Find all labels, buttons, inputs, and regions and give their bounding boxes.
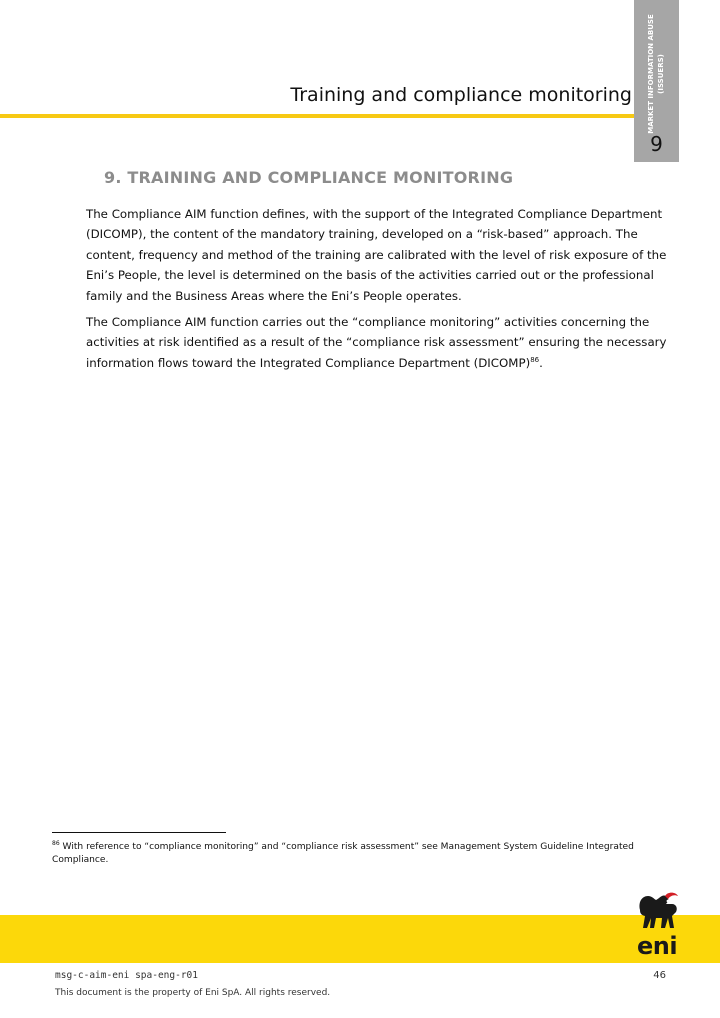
page-header-title: Training and compliance monitoring <box>290 84 632 106</box>
six-legged-dog-icon <box>632 890 682 934</box>
paragraph-1: The Compliance AIM function defines, with the support of the Integrated Compliance Department (DICOMP), the content of the mandatory training, developed on a “risk-based” approach. The content, frequency and method of the training are calibrated with the level of risk exposure of the Eni’s People, the level is determined on the basis of the activities carried out or the professional family and the Business Areas where the Eni’s People operates. <box>86 207 667 303</box>
logo-wordmark: eni <box>636 932 678 960</box>
paragraph-2 <box>86 312 678 373</box>
paragraph-2-text: The Compliance AIM function carries out the “compliance monitoring” activities concerning the activities at risk identified as a result of the “compliance risk assessment” ensuring the necessary information flows toward the Integrated Compliance Department (DICOMP) <box>86 315 667 370</box>
side-tab-label-line1: MARKET INFORMATION ABUSE <box>647 14 655 134</box>
header-rule <box>0 114 634 118</box>
footer-band <box>0 915 720 963</box>
side-tab-label-line2: (ISSUERS) <box>657 54 665 94</box>
footnote <box>52 841 674 867</box>
section-body <box>86 204 678 379</box>
footnote-reference[interactable]: 86 <box>530 355 540 364</box>
eni-logo <box>628 890 686 962</box>
page-number: 46 <box>653 970 666 981</box>
paragraph-2-end: . <box>539 355 543 370</box>
footnote-text: With reference to “compliance monitoring” and “compliance risk assessment” see Management System Guideline Integrated Compliance. <box>52 842 634 865</box>
chapter-number: 9 <box>650 132 663 156</box>
footnote-divider <box>52 832 226 833</box>
side-tab-label <box>646 9 666 139</box>
document-code: msg-c-aim-eni spa-eng-r01 <box>55 970 198 981</box>
footnote-mark: 86 <box>52 839 60 847</box>
copyright-notice: This document is the property of Eni SpA. All rights reserved. <box>55 988 331 998</box>
chapter-side-tab <box>634 0 679 162</box>
section-heading: 9. TRAINING AND COMPLIANCE MONITORING <box>104 168 514 187</box>
